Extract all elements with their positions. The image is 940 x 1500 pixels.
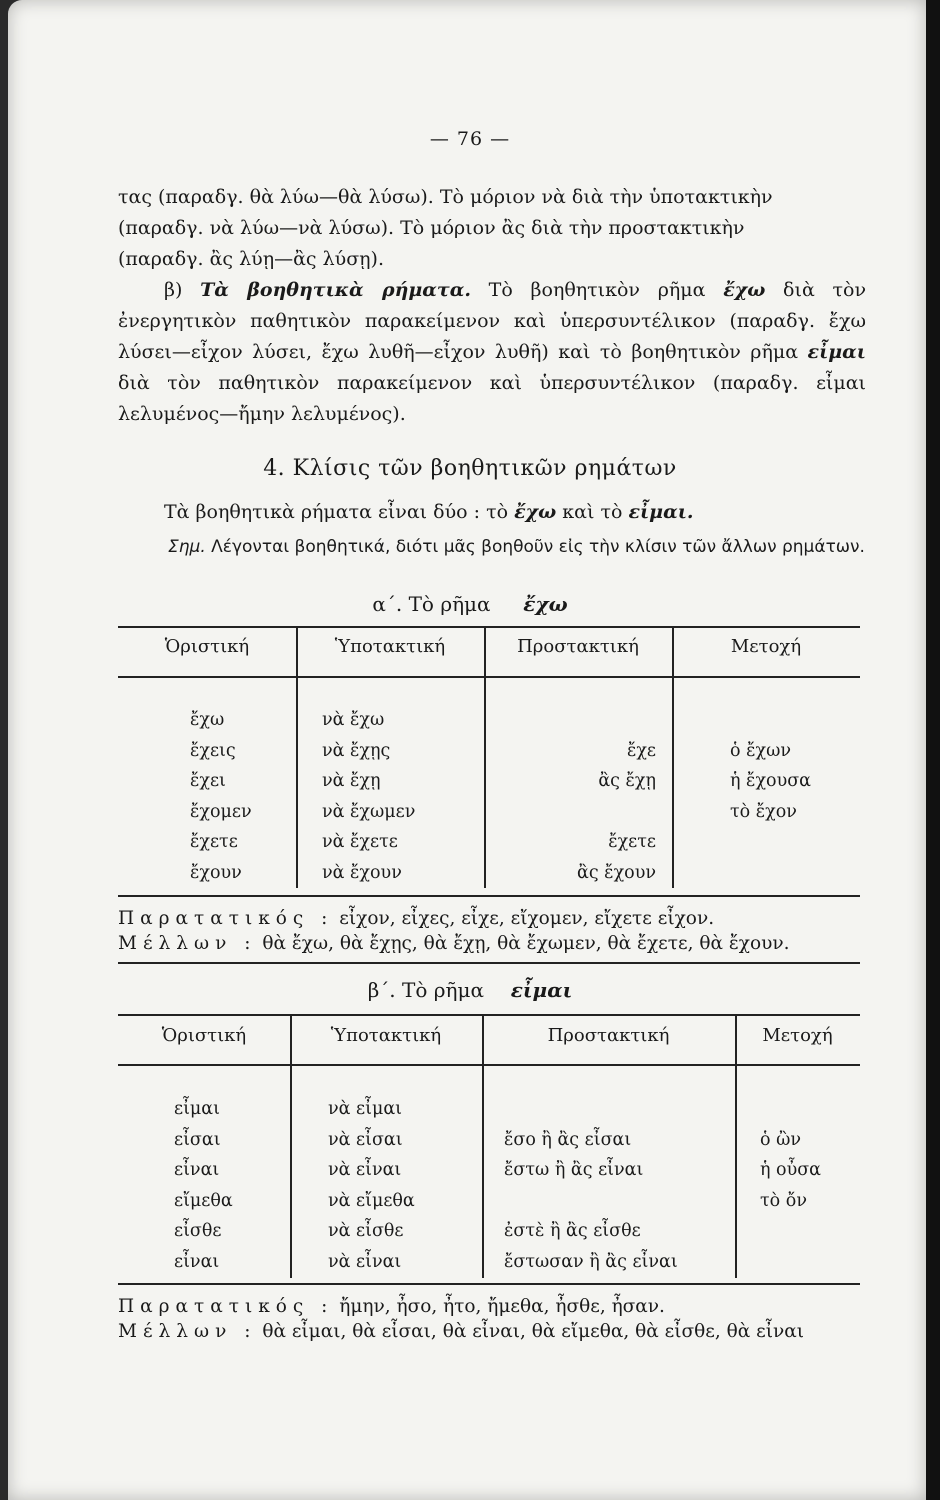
imperfect-label: Παρατατικός : bbox=[118, 1296, 334, 1317]
caption-text: α΄. Τὸ ρῆμα bbox=[372, 592, 491, 616]
table-b-imperative-column bbox=[504, 1094, 678, 1277]
section-heading: 4. Κλίσις τῶν βοηθητικῶν ρημάτων bbox=[263, 456, 677, 481]
form-cell bbox=[730, 858, 811, 889]
form-cell: τὸ ὄν bbox=[760, 1190, 807, 1211]
future-forms: θὰ ἔχω, θὰ ἔχῃς, θὰ ἔχῃ, θὰ ἔχωμεν, θὰ ἔχετε, θὰ ἔχουν. bbox=[262, 933, 790, 954]
para-label: β) bbox=[164, 279, 201, 301]
form-cell: εἶσαι bbox=[174, 1129, 221, 1150]
form-cell bbox=[760, 1216, 821, 1247]
table-a-divider bbox=[484, 626, 486, 888]
form-cell: νὰ ἔχετε bbox=[322, 832, 398, 852]
table-b-caption bbox=[0, 978, 940, 1002]
form-cell: ἔχομεν bbox=[190, 801, 252, 822]
table-b-divider bbox=[482, 1014, 484, 1278]
imperfect-label: Παρατατικός : bbox=[118, 908, 334, 929]
form-cell: νὰ ἔχωμεν bbox=[322, 801, 416, 822]
table-b-divider bbox=[290, 1014, 292, 1278]
table-a-top-rule bbox=[118, 626, 860, 628]
column-header-imperative: Προστακτική bbox=[547, 1025, 670, 1046]
form-cell: ἔχετε bbox=[608, 832, 656, 852]
table-b-subjunctive-column bbox=[328, 1094, 415, 1277]
table-a-indicative-column bbox=[190, 705, 252, 888]
table-a-participle-column bbox=[730, 705, 811, 888]
form-cell: εἶμαι bbox=[174, 1099, 220, 1119]
auxiliary-verbs-paragraph bbox=[118, 275, 866, 430]
imperfect-forms: ἤμην, ἦσο, ἦτο, ἤμεθα, ἦσθε, ἦσαν. bbox=[339, 1296, 665, 1317]
verb-echo: ἔχω bbox=[723, 279, 766, 301]
form-cell: εἶσθε bbox=[174, 1221, 222, 1241]
imperfect-forms: εἶχον, εἶχες, εἶχε, εἴχομεν, εἴχετε εἶχον. bbox=[339, 908, 715, 929]
column-header-subjunctive: Ὑποτακτική bbox=[330, 1025, 442, 1046]
form-cell bbox=[506, 705, 656, 736]
future-label: Μέλλων : bbox=[118, 933, 257, 954]
form-cell: ἔστωσαν ἢ ἂς εἶναι bbox=[504, 1251, 678, 1272]
form-cell: ὁ ὢν bbox=[760, 1129, 802, 1150]
form-cell bbox=[730, 705, 811, 736]
form-cell: εἴμεθα bbox=[174, 1190, 233, 1211]
table-b-summary bbox=[118, 1294, 878, 1344]
form-cell: ἔχετε bbox=[190, 832, 238, 852]
form-cell: ἔχε bbox=[626, 740, 656, 761]
form-cell bbox=[760, 1247, 821, 1278]
form-cell: ἡ οὖσα bbox=[760, 1160, 821, 1180]
form-cell: νὰ εἶσαι bbox=[328, 1129, 403, 1150]
form-cell: νὰ ἔχω bbox=[322, 710, 385, 730]
table-b-bottom-rule bbox=[118, 1283, 860, 1285]
page-edge-shadow bbox=[926, 0, 940, 1500]
future-forms: θὰ εἶμαι, θὰ εἶσαι, θὰ εἶναι, θὰ εἴμεθα, θὰ εἶσθε, θὰ εἶναι bbox=[262, 1321, 804, 1342]
section-divider bbox=[118, 962, 860, 964]
form-cell: εἶναι bbox=[174, 1160, 220, 1180]
table-a-subjunctive-column bbox=[322, 705, 415, 888]
verb-eimai: εἶμαι bbox=[807, 341, 866, 363]
verb-eimai: εἶμαι. bbox=[628, 501, 694, 523]
page-number: — 76 — bbox=[429, 128, 511, 150]
caption-text: β΄. Τὸ ρῆμα bbox=[367, 978, 484, 1002]
form-cell: νὰ εἶσθε bbox=[328, 1221, 404, 1241]
table-a-caption bbox=[0, 592, 940, 616]
form-cell: ἔχεις bbox=[190, 740, 236, 761]
verb-echo: ἔχω bbox=[514, 501, 557, 523]
para-text: διὰ τὸν ἐνεργητικὸν παθητικὸν παρακείμενον καὶ ὑπερσυντέλικον (παραδγ. ἔχω λύσει—εἶχον λύσει, ἔχω λυθῆ—εἶχον λυθῆ) καὶ τὸ βοηθητικὸν ρῆμα bbox=[118, 279, 867, 363]
form-cell: νὰ εἶναι bbox=[328, 1251, 402, 1272]
intro-line: (παραδγ. νὰ λύω—νὰ λύσω). Τὸ μόριον ἂς διὰ τὴν προστακτικὴν bbox=[118, 217, 745, 239]
form-cell: νὰ εἶναι bbox=[328, 1160, 402, 1180]
form-cell: ἂς ἔχῃ bbox=[598, 771, 656, 791]
form-cell bbox=[506, 797, 656, 828]
table-a-imperative-column bbox=[506, 705, 656, 888]
note-label: Σημ. bbox=[168, 537, 206, 557]
form-cell: νὰ ἔχουν bbox=[322, 862, 402, 883]
column-header-participle: Μετοχή bbox=[762, 1025, 833, 1046]
table-a-divider bbox=[296, 626, 298, 888]
note-text: Λέγονται βοηθητικά, διότι μᾶς βοηθοῦν εἰς τὴν κλίσιν τῶν ἄλλων ρημάτων. bbox=[205, 537, 865, 557]
table-a-divider bbox=[672, 626, 674, 888]
intro-paragraph bbox=[118, 182, 866, 275]
form-cell: ἐστὲ ἢ ἂς εἶσθε bbox=[504, 1221, 641, 1241]
table-a-summary bbox=[118, 906, 878, 956]
caption-verb: ἔχω bbox=[523, 592, 568, 616]
form-cell: ἂς ἔχουν bbox=[577, 862, 656, 883]
intro-line: τας (παραδγ. θὰ λύω—θὰ λύσω). Τὸ μόριον νὰ διὰ τὴν ὑποτακτικὴν bbox=[118, 186, 773, 208]
future-label: Μέλλων : bbox=[118, 1321, 257, 1342]
form-cell: εἶναι bbox=[174, 1251, 220, 1272]
table-b-participle-column bbox=[760, 1094, 821, 1277]
form-cell: ἡ ἔχουσα bbox=[730, 771, 811, 791]
form-cell: ἔχουν bbox=[190, 862, 242, 883]
form-cell bbox=[730, 827, 811, 858]
table-b-divider bbox=[735, 1014, 737, 1278]
caption-verb: εἶμαι bbox=[510, 978, 573, 1002]
form-cell: τὸ ἔχον bbox=[730, 801, 797, 822]
section-intro-text: Τὰ βοηθητικὰ ρήματα εἶναι δύο : τὸ bbox=[164, 501, 515, 523]
para-title: Τὰ βοηθητικὰ ρήματα. bbox=[200, 279, 471, 301]
form-cell: νὰ εἶμαι bbox=[328, 1099, 402, 1119]
table-a-bottom-rule bbox=[118, 895, 860, 897]
table-a-header-rule bbox=[118, 676, 860, 678]
table-b-top-rule bbox=[118, 1014, 860, 1016]
column-header-subjunctive: Ὑποτακτική bbox=[334, 636, 446, 657]
form-cell: ἔστω ἢ ἂς εἶναι bbox=[504, 1160, 644, 1180]
form-cell: νὰ ἔχῃς bbox=[322, 740, 391, 761]
note bbox=[118, 534, 866, 560]
column-header-indicative: Ὁριστική bbox=[161, 1025, 247, 1046]
intro-line: (παραδγ. ἂς λύῃ—ἂς λύσῃ). bbox=[118, 248, 384, 270]
form-cell bbox=[760, 1094, 821, 1125]
form-cell: ἔσο ἢ ἂς εἶσαι bbox=[504, 1129, 632, 1150]
column-header-indicative: Ὁριστική bbox=[164, 636, 250, 657]
column-header-participle: Μετοχή bbox=[730, 636, 802, 657]
form-cell bbox=[504, 1094, 678, 1125]
section-intro-text: καὶ τὸ bbox=[556, 501, 629, 523]
form-cell: ὁ ἔχων bbox=[730, 740, 792, 761]
form-cell: νὰ ἔχῃ bbox=[322, 771, 381, 791]
para-text: διὰ τὸν παθητικὸν παρακείμενον καὶ ὑπερσυντέλικον (παραδγ. εἶμαι λελυμένος—ἤμην λελυμένος). bbox=[118, 372, 866, 425]
table-b-header-rule bbox=[118, 1064, 860, 1066]
column-header-imperative: Προστακτική bbox=[517, 636, 639, 657]
para-text: Τὸ βοηθητικὸν ρῆμα bbox=[470, 279, 724, 301]
form-cell bbox=[504, 1186, 678, 1217]
table-b-indicative-column bbox=[174, 1094, 233, 1277]
form-cell: ἔχω bbox=[190, 710, 225, 730]
form-cell: ἔχει bbox=[190, 771, 226, 791]
section-intro bbox=[118, 497, 866, 528]
form-cell: νὰ εἴμεθα bbox=[328, 1190, 415, 1211]
